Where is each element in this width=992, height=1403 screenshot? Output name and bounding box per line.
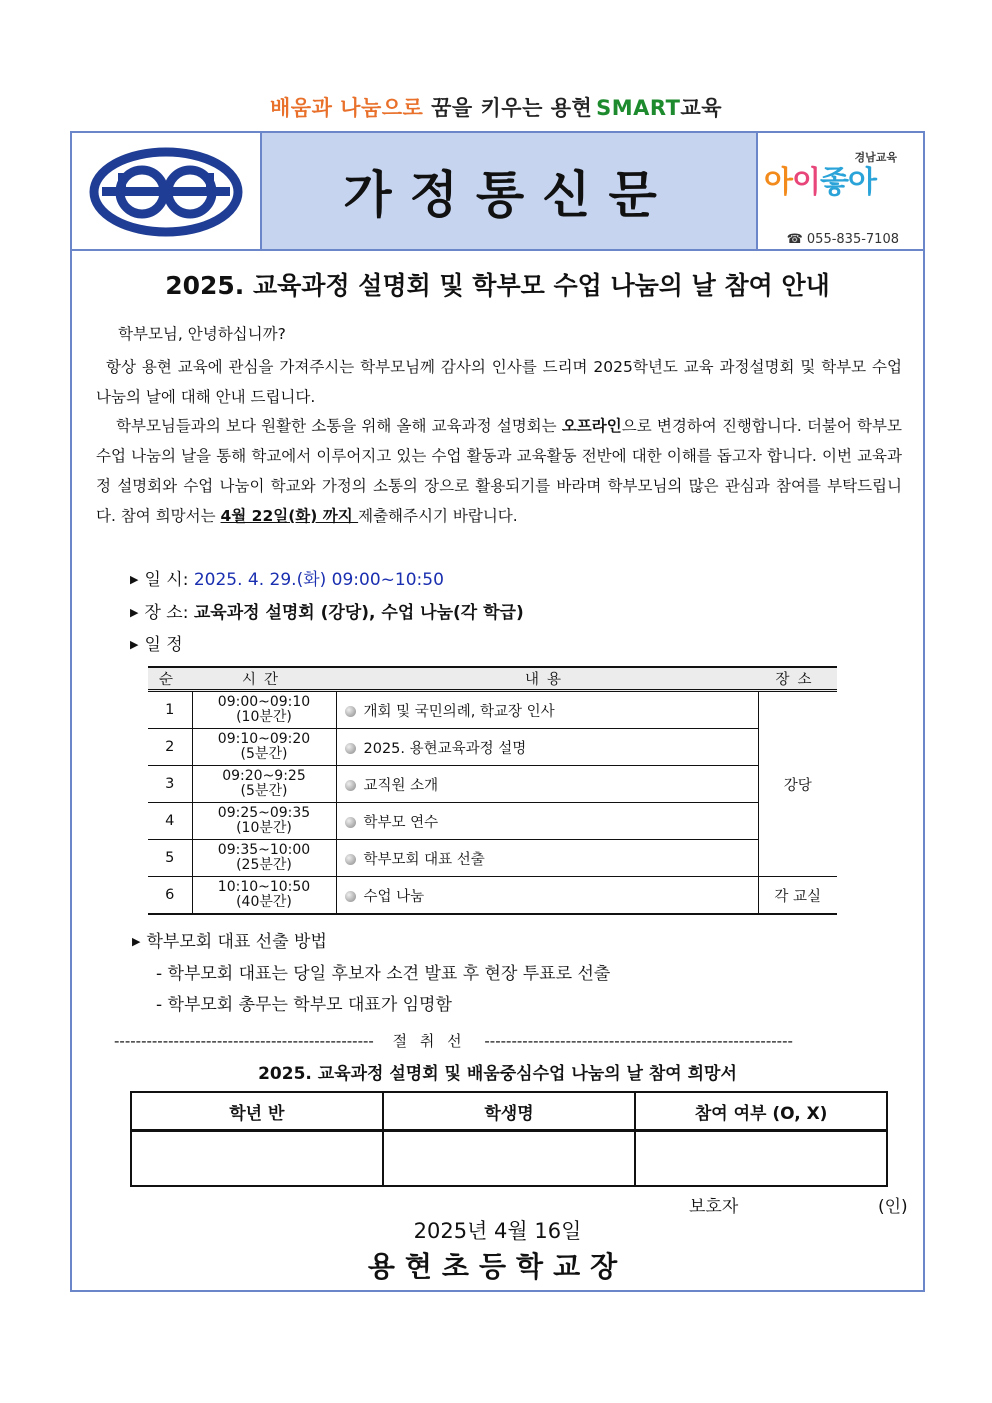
row-time-range: 09:20~9:25 <box>222 768 306 784</box>
header <box>72 133 923 251</box>
newsletter-title: 가정통신문 <box>343 166 675 224</box>
table-row <box>148 766 837 803</box>
row-time <box>192 729 336 766</box>
bullet-icon <box>345 706 356 717</box>
title-cell <box>262 133 758 249</box>
row-time-range: 09:10~09:20 <box>217 731 311 747</box>
row-content <box>336 729 758 766</box>
slogan-part5: 교육 <box>680 96 722 120</box>
brand-logo-3: 좋아 <box>819 165 876 200</box>
paragraph-2-c: 으로 변경하여 진행합니다. 더불어 학부모 수업 나눔의 날을 통해 학교에서 이루어지고 있는 수업 활동과 교육활동 전반에 대한 이해를 돕고자 합니다. 이번 교육과정 설명회와 수업 나눔이 학교와 가정의 소통의 장으로 활용되기를 바라며 학부모님의 많은 관심과 참여를 부탁드립니다. 참여 희망서는 <box>96 417 902 525</box>
row-duration: (10분간) <box>236 820 292 836</box>
table-row <box>148 803 837 840</box>
document-title: 2025. 교육과정 설명회 및 학부모 수업 나눔의 날 참여 안내 <box>165 271 830 300</box>
table-row <box>148 691 837 729</box>
row-content <box>336 766 758 803</box>
date-value: 2025. 4. 29.(화) 09:00~10:50 <box>193 570 444 590</box>
row-duration: (5분간) <box>240 746 288 762</box>
row-no: 1 <box>148 691 192 729</box>
row-no: 2 <box>148 729 192 766</box>
row-content <box>336 803 758 840</box>
row-no: 5 <box>148 840 192 877</box>
newsletter-frame <box>70 131 925 1292</box>
row-content <box>336 691 758 729</box>
row-content-text: 학부모회 대표 선출 <box>363 851 485 868</box>
row-time-range: 09:00~09:10 <box>217 694 311 710</box>
row-content-text: 2025. 용현교육과정 설명 <box>363 740 527 757</box>
row-content-text: 개회 및 국민의례, 학교장 인사 <box>363 703 555 720</box>
attendance-input[interactable] <box>635 1131 888 1187</box>
seal-label: (인) <box>878 1197 908 1217</box>
header-time: 시간 <box>192 667 336 691</box>
row-duration: (40분간) <box>236 894 292 910</box>
form-header-row <box>130 1091 888 1131</box>
header-no: 순 <box>148 667 192 691</box>
form-col-attendance: 참여 여부 (O, X) <box>635 1091 888 1131</box>
row-content-text: 교직원 소개 <box>363 777 439 794</box>
cut-line-label: 절 취 선 <box>392 1032 466 1050</box>
row-duration: (10분간) <box>236 709 292 725</box>
date-label: 일 시: <box>144 570 189 590</box>
form-col-grade: 학년 반 <box>130 1091 383 1131</box>
form-col-student: 학생명 <box>383 1091 636 1131</box>
triangle-bullet-icon: ▶ <box>130 606 139 619</box>
schedule-table <box>148 666 837 915</box>
row-time <box>192 877 336 915</box>
table-row <box>148 840 837 877</box>
paragraph-1: 항상 용현 교육에 관심을 가져주시는 학부모님께 감사의 인사를 드리며 2025학년도 교육 과정설명회 및 학부모 수업 나눔의 날에 대해 안내 드립니다. <box>96 358 902 406</box>
row-no: 6 <box>148 877 192 915</box>
row-time-range: 09:35~10:00 <box>217 842 311 858</box>
cut-line-dashes-left: ------------------------------------------------ <box>114 1032 374 1050</box>
row-content <box>336 877 758 915</box>
table-row <box>148 729 837 766</box>
election-item-2: - 학부모회 총무는 학부모 대표가 임명함 <box>156 995 452 1015</box>
triangle-bullet-icon: ▶ <box>132 935 141 948</box>
form-input-row <box>130 1131 888 1187</box>
slogan-part3: 용현 <box>550 96 593 120</box>
cut-line <box>114 1030 892 1051</box>
principal-signature: 용현초등학교장 <box>367 1250 628 1283</box>
slogan-part4: SMART <box>596 96 681 120</box>
row-content-text: 학부모 연수 <box>363 814 439 831</box>
info-schedule <box>130 630 183 655</box>
row-no: 3 <box>148 766 192 803</box>
slogan-part1: 배움과 나눔으로 <box>270 96 424 120</box>
triangle-bullet-icon: ▶ <box>130 638 139 651</box>
brand-logo-2: 이 <box>791 165 820 200</box>
row-content-text: 수업 나눔 <box>363 888 425 905</box>
brand-logo-1: 아 <box>764 165 792 200</box>
row-time-range: 09:25~09:35 <box>217 805 311 821</box>
grade-input[interactable] <box>130 1131 383 1187</box>
header-content: 내용 <box>336 667 758 691</box>
election-title-text: 학부모회 대표 선출 방법 <box>146 932 327 952</box>
triangle-bullet-icon: ▶ <box>130 573 139 586</box>
participation-form <box>130 1091 888 1187</box>
row-no: 4 <box>148 803 192 840</box>
issue-date: 2025년 4월 16일 <box>413 1219 582 1243</box>
bullet-icon <box>345 780 356 791</box>
table-row <box>148 877 837 915</box>
election-title <box>132 927 327 952</box>
slogan-part2: 꿈을 키우는 <box>431 96 543 120</box>
place-value: 교육과정 설명회 (강당), 수업 나눔(각 학급) <box>193 603 524 623</box>
bullet-icon <box>345 817 356 828</box>
school-emblem-icon <box>72 133 260 249</box>
row-place-hall: 강당 <box>758 691 837 877</box>
brand-subtitle: 경남교육 <box>854 151 897 164</box>
phone-number: ☎ 055-835-7108 <box>786 232 899 247</box>
brand-cell <box>758 133 923 249</box>
student-name-input[interactable] <box>383 1131 636 1187</box>
slogan <box>0 92 992 122</box>
form-title: 2025. 교육과정 설명회 및 배움중심수업 나눔의 날 참여 희망서 <box>258 1064 737 1084</box>
paragraph-2-bold: 오프라인 <box>561 417 622 435</box>
bullet-icon <box>345 891 356 902</box>
paragraph-2-a: 학부모님들과의 보다 원활한 소통을 위해 올해 교육과정 설명회는 <box>116 417 562 435</box>
paragraph-2 <box>96 411 902 531</box>
row-time <box>192 840 336 877</box>
row-time-range: 10:10~10:50 <box>217 879 311 895</box>
row-time <box>192 766 336 803</box>
bullet-icon <box>345 743 356 754</box>
info-place <box>130 598 524 623</box>
info-date <box>130 565 444 590</box>
brand-logo <box>764 157 876 201</box>
row-place-class: 각 교실 <box>758 877 837 915</box>
guardian-label: 보호자 <box>689 1197 739 1217</box>
place-label: 장 소: <box>144 603 189 623</box>
greeting: 학부모님, 안녕하십니까? <box>118 325 286 343</box>
deadline: 4월 22일(화) 까지 <box>220 507 359 525</box>
row-time <box>192 803 336 840</box>
bullet-icon <box>345 854 356 865</box>
row-duration: (5분간) <box>240 783 288 799</box>
header-place: 장소 <box>758 667 837 691</box>
row-content <box>336 840 758 877</box>
row-time <box>192 691 336 729</box>
row-duration: (25분간) <box>236 857 292 873</box>
schedule-label: 일 정 <box>144 635 183 655</box>
election-item-1: - 학부모회 대표는 당일 후보자 소견 발표 후 현장 투표로 선출 <box>156 964 611 984</box>
schedule-header-row <box>148 667 837 691</box>
paragraph-2-e: 제출해주시기 바랍니다. <box>358 507 518 525</box>
school-logo-cell <box>72 133 262 249</box>
cut-line-dashes-right: --------------------------------------------------------- <box>484 1032 793 1050</box>
